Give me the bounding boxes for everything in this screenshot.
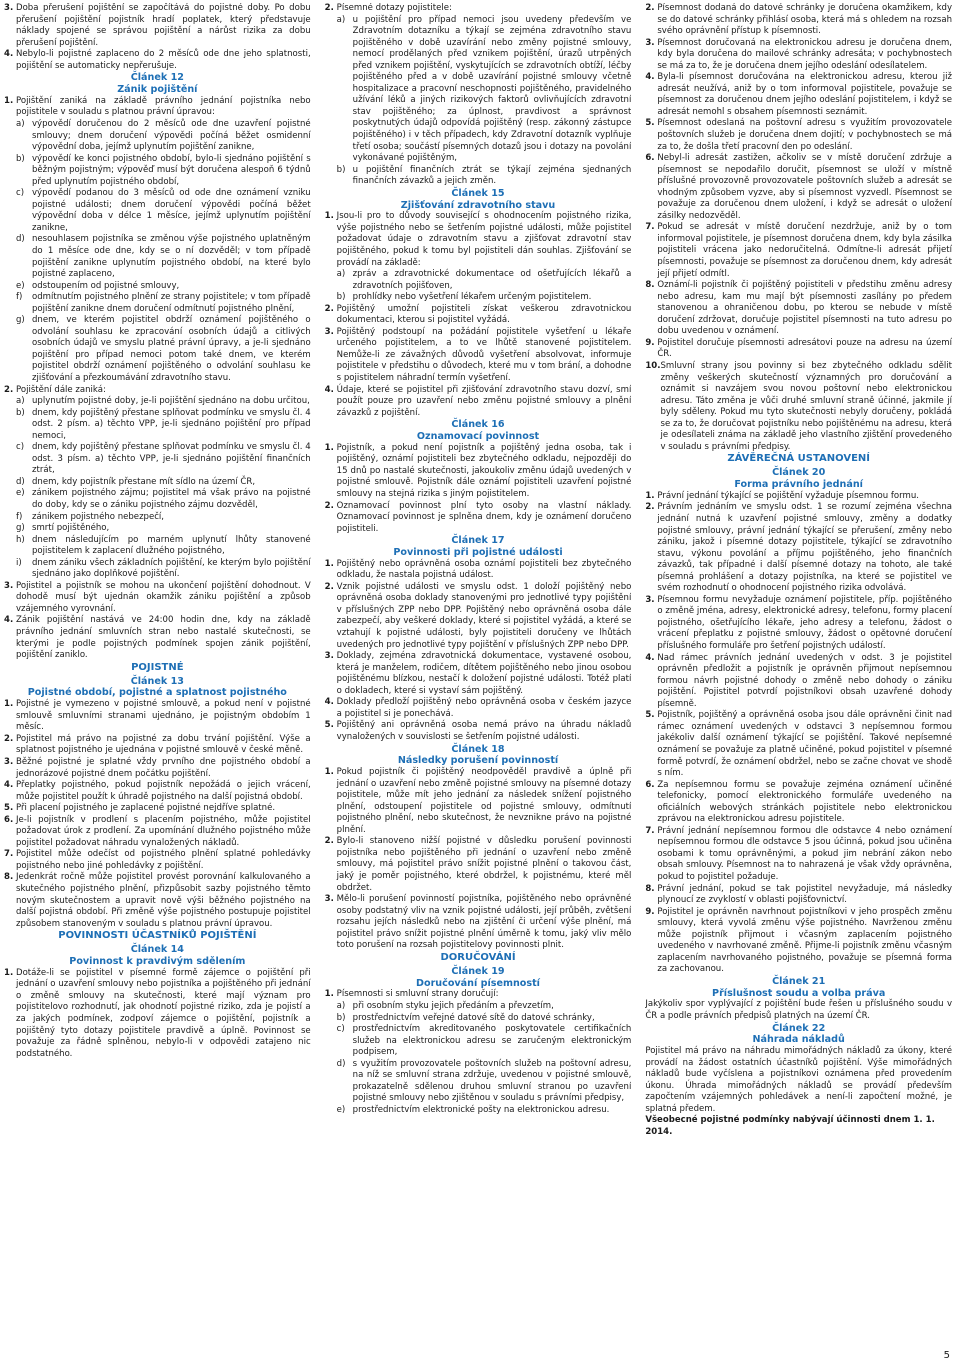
paragraph-text: Pojistitel a pojistník se mohou na ukončení pojištění dohodnout. V dohodě musí být ujednán okamžik zániku pojištění a způsob vzájemného vyrovnání. <box>16 580 311 614</box>
paragraph-number: 3. <box>4 757 14 767</box>
lettered-item <box>325 1001 632 1013</box>
numbered-paragraph <box>4 96 311 119</box>
paragraph-text: Údaje, které se pojistitel při zjišťování zdravotního stavu dozví, smí použít pouze pro uzavření nebo změnu pojistné smlouvy a plnění závazků z pojištění. <box>336 384 632 418</box>
numbered-paragraph <box>645 653 952 711</box>
item-letter: f) <box>16 292 23 303</box>
numbered-paragraph <box>325 501 632 536</box>
paragraph-text: Písemnost dodaná do datové schránky je doručena okamžikem, kdy se do datové schránky přihlásí osoba, která má s ohledem na rozsah svého oprávnění přístup k písemnosti. <box>657 3 953 37</box>
paragraph-number: 1. <box>324 767 334 778</box>
column-right <box>645 3 952 1343</box>
paragraph-text: Pojištění zaniká na základě právního jednání pojistníka nebo pojistitele v souladu s platnou právní úpravou: <box>16 95 311 118</box>
numbered-paragraph <box>645 38 952 73</box>
item-letter: f) <box>16 511 23 522</box>
numbered-paragraph <box>4 49 311 72</box>
lettered-item <box>4 119 311 154</box>
paragraph-text: Nebylo-li pojistné zaplaceno do 2 měsíců ode dne jeho splatnosti, pojištění se automaticky nepřerušuje. <box>16 49 311 71</box>
paragraph-number: 6. <box>645 779 655 790</box>
paragraph-number: 6. <box>4 814 14 825</box>
paragraph-text: Bylo-li stanoveno nižší pojistné v důsledku porušení povinnosti pojistníka nebo pojištěného při jednání o uzavření nebo změně smlouvy, má pojistitel právo snížit pojistné plnění o takovou část, jaký je poměr pojistného, které obdržel, k pojistnému, které měl obdržet. <box>336 836 632 893</box>
paragraph-text: Pojistitel je oprávněn navrhnout pojistníkovi v jeho prospěch změnu smlouvy, která vyvolá změnu výše pojistného. Navrženou změnu může pojistník přijmout i včasným zaplacením pojistného uvedeného v navrhované změně. Přijme-li pojistník změnu včasným zaplacením navrhovaného pojistného, považuje se písemná forma za zachovanou. <box>657 906 953 975</box>
numbered-paragraph <box>325 304 632 327</box>
article-number: Článek 22 <box>772 1022 826 1034</box>
item-letter: h) <box>16 534 25 545</box>
lettered-item <box>4 292 311 315</box>
article-heading <box>4 72 311 96</box>
article-number: Článek 15 <box>451 187 505 199</box>
section-heading: DORUČOVÁNÍ <box>440 951 516 963</box>
paragraph-number: 8. <box>4 872 14 883</box>
paragraph-number: 2. <box>324 3 334 13</box>
item-text: smrtí pojištěného, <box>32 523 110 534</box>
item-text: zpráv a zdravotnické dokumentace od ošetřujících lékařů a zdravotních pojišťoven, <box>352 269 632 291</box>
article-number: Článek 18 <box>451 743 505 755</box>
lettered-item <box>4 408 311 443</box>
effective-date-note: Všeobecné pojistné podmínky nabývají účinnosti dnem 1. 1. 2014. <box>645 1115 935 1137</box>
numbered-paragraph <box>4 815 311 850</box>
paragraph-number: 9. <box>645 337 655 348</box>
item-text: nesouhlasem pojistníka se změnou výše pojistného uplatněným do 1 měsíce ode dne, kdy se o ní dozvěděl; v tom případě pojištění zanikne uplynutím pojistného období, na které bylo pojistné zaplaceno, <box>32 234 311 280</box>
lettered-item <box>325 1105 632 1117</box>
paragraph-number: 4. <box>324 697 334 708</box>
article-title: Zjišťování zdravotního stavu <box>400 199 556 211</box>
lettered-item <box>325 1013 632 1025</box>
item-text: odstoupením od pojistné smlouvy, <box>32 280 180 291</box>
item-letter: g) <box>16 523 25 534</box>
lettered-item <box>325 292 632 304</box>
paragraph-text: Písemné dotazy pojistitele: <box>336 3 452 13</box>
numbered-paragraph <box>645 502 952 594</box>
lettered-item <box>325 1024 632 1059</box>
numbered-paragraph <box>645 595 952 653</box>
numbered-paragraph <box>645 222 952 280</box>
paragraph-text: Pojištěný umožní pojistiteli získat veškerou zdravotnickou dokumentaci, kterou si pojistitel vyžádá. <box>336 303 632 326</box>
numbered-paragraph <box>325 767 632 836</box>
numbered-paragraph <box>645 118 952 153</box>
lettered-item <box>4 535 311 558</box>
numbered-paragraph <box>645 710 952 779</box>
article-number: Článek 12 <box>130 72 184 84</box>
numbered-paragraph <box>325 443 632 501</box>
paragraph-text: Písemnost doručovaná na elektronickou adresu je doručena dnem, kdy byla doručena do mailové schránky adresáta; v pochybnostech se má za to, že je doručena dnem jejího odeslání odesílatelem. <box>657 37 953 71</box>
paragraph-number: 7. <box>645 825 655 836</box>
article-title: Následky porušení povinností <box>397 755 559 767</box>
paragraph-number: 4. <box>645 652 655 663</box>
numbered-paragraph <box>4 581 311 616</box>
lettered-item <box>4 154 311 189</box>
item-letter: b) <box>336 292 346 303</box>
numbered-paragraph <box>325 697 632 720</box>
item-letter: a) <box>16 396 25 407</box>
paragraph-text: Vznik pojistné události ve smyslu odst. 1 doloží pojištěný nebo oprávněná osoba doklady stanovenými pro jednotlivé typy pojištění v příslušných ZPP nebo DPP. Pojištěný nebo oprávněná osoba dále zabezpečí, aby veškeré doklady, které si pojistitel vyžádá, a které se vztahují k pojistné události, byly pojistiteli doručeny ve lhůtách uvedených pro jednotlivé typy pojištění v příslušných ZPP nebo DPP. <box>336 581 632 650</box>
paragraph-number: 1. <box>4 95 14 106</box>
numbered-paragraph <box>4 385 311 397</box>
paragraph-number: 3. <box>4 3 14 13</box>
item-text: prostřednictvím veřejné datové sítě do datové schránky, <box>352 1012 595 1023</box>
page-number: 5 <box>943 1350 950 1361</box>
article-title: Pojistné období, pojistné a splatnost pojistného <box>27 687 287 699</box>
paragraph-text: Pojistné je vymezeno v pojistné smlouvě, a pokud není v pojistné smlouvě smluvními stranami ujednáno, je pojistným obdobím 1 měsíc. <box>16 699 311 733</box>
numbered-paragraph <box>325 720 632 743</box>
numbered-paragraph <box>4 780 311 803</box>
item-letter: c) <box>16 188 25 199</box>
paragraph-text: Jedenkrát ročně může pojistitel provést porovnání kalkulovaného a skutečného pojistného plnění, přizpůsobit sazby pojistného těmto novým skutečnostem a upravit nově výši běžného pojistného na další pojistná období. Při změně výše pojistného postupuje pojistitel způsobem stanoveným v souladu s platnou právní úpravou. <box>16 872 311 929</box>
paragraph-number: 1. <box>324 558 334 569</box>
paragraph-number: 2. <box>324 581 334 592</box>
item-text: dnem následujícím po marném uplynutí lhůty stanovené pojistitelem k zaplacení dlužného pojistného, <box>32 534 311 557</box>
item-letter: a) <box>16 118 25 129</box>
paragraph-number: 1. <box>4 699 14 710</box>
lettered-item <box>4 442 311 477</box>
paragraph-number: 5. <box>645 710 655 721</box>
item-text: u pojištění pro případ nemoci jsou uvedeny především ve Zdravotním dotazníku a týkají se zejména zdravotního stavu pojištěného v době uzavírání nebo změny pojistné smlouvy, nemocí prodělaných před vznikem pojištění, úrazů utrpěných před vznikem pojištění, vyskytujících se zdravotních obtíží, léčby pojištěného před a v době uzavírání pojistné smlouvy včetně hospitalizace a pracovní neschopnosti pojištěného, pravidelného užívání léků a jiných rizikových faktorů ovlivňujících zdravotní stav pojištěného; za úplnost, pravdivost a správnost poskytnutých údajů odpovídá pojištěný (resp. zákonný zástupce pojištěného) i v těch případech, kdy Zdravotní dotazník vyplňuje třetí osoba; součástí písemných dotazů jsou i dotazy na povolání vykonávané pojištěným, <box>352 14 632 164</box>
numbered-paragraph <box>645 884 952 907</box>
item-letter: e) <box>16 280 25 291</box>
paragraph-number: 4. <box>4 615 14 626</box>
numbered-paragraph <box>325 327 632 385</box>
item-letter: a) <box>336 14 346 25</box>
paragraph-number: 3. <box>324 894 334 905</box>
article-title: Doručování písemností <box>416 977 540 989</box>
numbered-paragraph <box>325 836 632 894</box>
numbered-paragraph <box>325 211 632 269</box>
item-letter: d) <box>16 234 25 245</box>
article-title: Oznamovací povinnost <box>416 430 540 442</box>
numbered-paragraph <box>4 3 311 49</box>
paragraph-text: Písemnosti si smluvní strany doručují: <box>336 989 499 1000</box>
numbered-paragraph <box>325 894 632 952</box>
lettered-item <box>4 188 311 234</box>
item-text: výpovědí ke konci pojistného období, bylo-li sjednáno pojištění s běžným pojistným; výpověď musí být doručena alespoň 6 týdnů před uplynutím pojistného období, <box>32 153 311 187</box>
numbered-paragraph <box>4 699 311 734</box>
paragraph-text: Právním jednáním ve smyslu odst. 1 se rozumí zejména všechna jednání nutná k uzavření pojistné smlouvy, změny a dodatky pojistné smlouvy, právní jednání týkající se přerušení, změny nebo zániku, jakož i písemné dotazy pojistitele, týkající se zdravotního stavu, výkonu povolání a příjmu pojištěného, jeho finančních závazků, tak případné i další písemné dotazy na tohoto, ale také písemná prohlášení a dotazy pojistníka, na které se pojistitel ve svém rozhodnutí o ohodnocení pojistného rizika odvolává. <box>657 502 953 594</box>
item-letter: e) <box>336 1104 346 1115</box>
paragraph-number: 3. <box>645 594 655 605</box>
lettered-item <box>325 15 632 165</box>
article-number: Článek 13 <box>130 675 184 687</box>
item-text: zánikem pojistného zájmu; pojistitel má však právo na pojistné do doby, kdy se o zániku pojistného zájmu dozvěděl, <box>32 488 311 511</box>
article-heading <box>645 976 952 1000</box>
paragraph-text: Přeplatky pojistného, pokud pojistník nepožádá o jejich vrácení, může pojistitel použít k úhradě pojistného na další pojistná období. <box>16 780 311 802</box>
paragraph-text: Za nepísemnou formu se považuje zejména oznámení učiněné telefonicky, pomocí elektronického formuláře uvedeného na oficiálních webových stránkách pojistitele nebo elektronickou zprávou na elektronickou adresu pojistitele. <box>657 779 953 825</box>
text-columns <box>4 3 952 1343</box>
paragraph-text: Pojistník, a pokud není pojistník a pojištěný jedna osoba, tak i pojištěný, oznámí pojistiteli bez zbytečného odkladu, nejpozději do 15 dnů po nastalé skutečnosti, jakoukoliv změnu údajů uvedených v pojistné smlouvě. Pojistník dále oznámí pojistiteli uzavření pojistné smlouvy na stejná rizika s jiným pojistitelem. <box>336 442 632 499</box>
paragraph-number: 5. <box>645 118 655 129</box>
paragraph-number: 3. <box>324 326 334 337</box>
paragraph-number: 5. <box>324 720 334 731</box>
paragraph-number: 3. <box>645 37 655 48</box>
article-heading <box>645 467 952 491</box>
numbered-paragraph <box>645 338 952 361</box>
article-title: Forma právního jednání <box>734 479 863 491</box>
paragraph-number: 1. <box>324 989 334 1000</box>
item-text: dnem, kdy pojištěný přestane splňovat podmínku ve smyslu čl. 4 odst. 2 písm. a) těchto VPP, je-li sjednáno pojištění pro případ nemoci, <box>32 407 311 441</box>
paragraph-text: Oznamovací povinnost plní tyto osoby na vlastní náklady. Oznamovací povinnost je splněna dnem, kdy je oznámení doručeno pojistiteli. <box>336 500 632 534</box>
paragraph-text: Písemnou formu nevyžaduje oznámení pojistitele, příp. pojištěného o změně jména, adresy, elektronické adresy, telefonu, formy placení pojistného, ošetřujícího lékaře, jeho adresy a telefonu, žádost o vrácení přeplatku z pojistné smlouvy, žádost o opětovné doručení příslušného formuláře pro šetření pojistných událostí. <box>657 594 953 652</box>
paragraph-text: Pojištěný ani oprávněná osoba nemá právo na úhradu nákladů vynaložených v souvislosti se šetřením pojistné události. <box>336 720 632 742</box>
section-heading: ZÁVĚREČNÁ USTANOVENÍ <box>727 453 871 465</box>
paragraph-number: 1. <box>324 442 334 453</box>
item-text: dnem, kdy pojistník přestane mít sídlo na území ČR, <box>32 476 256 487</box>
numbered-paragraph <box>325 651 632 697</box>
article-title: Povinnost k pravdivým sdělením <box>69 956 246 967</box>
paragraph-text: Byla-li písemnost doručována na elektronickou adresu, kterou již adresát neužívá, aniž by o tom informoval pojistitele, považuje se písemnost za doručenou dnem jejího odeslání pojistitelem, i když se adresát nemohl s obsahem písemnosti seznámit. <box>657 72 953 117</box>
numbered-paragraph <box>645 72 952 118</box>
paragraph-text: Dotáže-li se pojistitel v písemné formě zájemce o pojištění při jednání o uzavření smlouvy nebo pojistníka a pojištěného při jednání o změně smlouvy na skutečnosti, které mají význam pro pojistitelovo rozhodnutí, jak ohodnotí pojistné riziko, zda je pojistí a za jakých podmínek, zodpoví zájemce o pojištění, pojistník a pojištěný tyto dotazy pojistitele pravdivě a úplně. Povinnost se považuje za řádně splněnou, nebylo-li v odpovědi zatajeno nic podstatného. <box>16 967 311 1059</box>
section-heading: POJISTNÉ <box>131 661 184 673</box>
paragraph-number: 8. <box>645 883 655 894</box>
item-text: uplynutím pojistné doby, je-li pojištění sjednáno na dobu určitou, <box>32 396 310 407</box>
lettered-item <box>4 396 311 408</box>
article-number: Článek 17 <box>451 535 505 547</box>
item-letter: d) <box>336 1058 346 1069</box>
paragraph-text: Smluvní strany jsou povinny si bez zbytečného odkladu sdělit změny veškerých skutečností významných pro doručování a oznámit si navzájem svou novou poštovní nebo elektronickou adresu. Táto změna je vůči druhé smluvní straně účinné, jakmile jí byly sděleny. Pokud mu tyto skutečnosti nebyly doručeny, pokládá se za to, že doručovat pojistníku nebo pojištěnému na adresu, která je odesílateli známa na základě jeho vlastního zjištění provedeného v souladu s právními předpisy. <box>660 360 953 452</box>
lettered-item <box>4 315 311 384</box>
lettered-item <box>4 281 311 293</box>
numbered-paragraph <box>4 968 311 1060</box>
paragraph-text: Pojištěný podstoupí na požádání pojistitele vyšetření u lékaře určeného pojistitelem, a to ve lhůtě stanovené pojistitelem. Nemůže-li ze závažných důvodů vyšetření absolvovat, informuje pojistitele v předstihu o důvodech, které mu v tom brání, a dohodne s pojistitelem náhradní termín vyšetření. <box>336 326 632 383</box>
paragraph-number: 1. <box>4 967 14 978</box>
item-letter: a) <box>336 269 346 280</box>
paragraph-number: 7. <box>4 849 14 860</box>
lettered-item <box>4 234 311 280</box>
paragraph-text: Doba přerušení pojištění se započítává do pojistné doby. Po dobu přerušení pojištění pojistník hradí poplatek, který představuje náklady spojené se správou pojištění a nárůst rizika za dobu přerušení pojištění. <box>16 3 311 48</box>
article-heading <box>325 966 632 990</box>
paragraph-text: Jakýkoliv spor vyplývající z pojištění bude řešen u příslušného soudu v ČR a podle právních předpisů platných na území ČR. <box>645 999 953 1022</box>
item-letter: c) <box>336 1024 345 1035</box>
item-text: výpovědí doručenou do 2 měsíců ode dne uzavření pojistné smlouvy; dnem doručení výpovědi počíná běžet osmidenní výpovědní doba, jejímž uplynutím pojištění zanikne, <box>32 118 311 153</box>
paragraph-text: Pokud pojistník či pojištěný neodpověděl pravdivě a úplně při jednání o uzavření nebo změně pojistné smlouvy na písemné dotazy pojistitele, může mít jeho jednání za následek snížení pojistného plnění, odstoupení pojistitele od pojistné smlouvy, odmítnutí pojistného plnění, nebo skutečnost, že nevznikne právo na pojistné plnění. <box>336 767 632 835</box>
item-letter: b) <box>16 153 25 164</box>
paragraph-text: Je-li pojistník v prodlení s placením pojistného, může pojistitel požadovat úrok z prodlení. Za upomínání dlužného pojistného může pojistitel požadovat náhradu vynaložených nákladů. <box>16 814 311 848</box>
paragraph-number: 2. <box>324 500 334 511</box>
item-letter: i) <box>16 557 22 568</box>
lettered-item <box>4 558 311 581</box>
paragraph-text: Pokud se adresát v místě doručení nezdržuje, aniž by o tom informoval pojistitele, je písemnost doručena dnem, kdy byla zásilka pojistiteli vrácena jako nedoručitelná. Odmítne-li adresát přijetí písemnosti, považuje se písemnost za doručenou dnem, kdy adresát její přijetí odmítl. <box>657 222 953 279</box>
article-heading <box>325 419 632 443</box>
paragraph-text: Pojistitel má právo na pojistné za dobu trvání pojištění. Výše a splatnost pojistného je ujednána v pojistné smlouvě v české měně. <box>16 733 311 756</box>
paragraph-number: 2. <box>4 733 14 744</box>
numbered-paragraph <box>4 849 311 872</box>
lettered-item <box>4 488 311 511</box>
article-title: Zánik pojištění <box>117 84 198 96</box>
paragraph-number: 5. <box>4 803 14 814</box>
paragraph-text: Právní jednání nepísemnou formou dle odstavce 4 nebo oznámení nepísemnou formou dle odstavce 5 jsou účinná, pokud jsou učiněna osobami k tomu oprávněnými, a pokud jim nebrání zákon nebo obsah smlouvy. Písemnost na to nahrazená je však vždy oprávněna, pokud to pojistitel požaduje. <box>657 825 953 882</box>
paragraph-number: 2. <box>645 502 655 513</box>
item-text: odmítnutím pojistného plnění ze strany pojistitele; v tom případě pojištění zanikne dnem doručení odmítnutí pojistného plnění, <box>32 292 311 314</box>
paragraph-text: Nebyl-li adresát zastižen, ačkoliv se v místě doručení zdržuje a písemnost se nepodařilo doručit, písemnost se uloží v místně příslušné provozovně provozovatele poštovních služeb a adresát se vhodným způsobem vyzve, aby si písemnost vyzvedl. Písemnost se považuje za doručenou dnem uložení, i když se adresát o uložení zásilky nedozvěděl. <box>657 153 953 221</box>
article-number: Článek 21 <box>772 975 826 987</box>
numbered-paragraph <box>645 280 952 338</box>
article-heading <box>4 676 311 700</box>
column-left <box>4 3 311 1343</box>
column-middle <box>325 3 632 1343</box>
numbered-paragraph <box>325 989 632 1001</box>
paragraph-number: 9. <box>645 906 655 917</box>
item-text: výpovědí podanou do 3 měsíců od ode dne oznámení vzniku pojistné události; dnem doručení výpovědi počíná běžet výpovědní doba v délce 1 měsíce, jejímž uplynutím pojištění zanikne, <box>32 188 311 233</box>
paragraph-number: 4. <box>645 72 655 83</box>
paragraph-text: Pojistitel doručuje písemnosti adresátovi pouze na adresu na území ČR. <box>657 337 953 360</box>
numbered-paragraph <box>4 734 311 757</box>
item-letter: d) <box>16 476 25 487</box>
item-text: dnem, kdy pojištěný přestane splňovat podmínku ve smyslu čl. 4 odst. 3 písm. a) těchto VPP, je-li sjednáno pojištění finančních ztrát, <box>32 442 311 476</box>
paragraph-text: Při placení pojistného je zaplacené pojistné nejdříve splatné. <box>16 803 276 814</box>
item-text: s využitím provozovatele poštovních služeb na poštovní adresu, na níž se smluvní strana zdržuje, uvedenou v pojistné smlouvě, prokazatelně sdělenou druhou smluvní stranou po uzavření pojistné smlouvy nebo zjištěnou v souladu s právními předpisy, <box>352 1058 632 1104</box>
paragraph-text: Pojištěný nebo oprávněná osoba oznámí pojistiteli bez zbytečného odkladu, že nastala pojistná událost. <box>336 558 632 581</box>
item-letter: c) <box>16 442 25 453</box>
item-letter: b) <box>16 407 25 418</box>
lettered-item <box>4 523 311 535</box>
paragraph-number: 1. <box>645 490 655 501</box>
article-title: Příslušnost soudu a volba práva <box>712 987 886 999</box>
article-number: Článek 16 <box>451 419 505 431</box>
article-title: Povinnosti při pojistné události <box>393 546 563 558</box>
numbered-paragraph <box>4 803 311 815</box>
item-text: u pojištění finančních ztrát se týkají zejména sjednaných finančních závazků a jejich změn. <box>352 164 632 187</box>
numbered-paragraph <box>645 826 952 884</box>
paragraph-text: Doklady předloží pojištěný nebo oprávněná osoba v českém jazyce a pojistitel si je ponechává. <box>336 697 632 719</box>
item-text: prohlídky nebo vyšetření lékařem určeným pojistitelem. <box>352 292 592 303</box>
paragraph-text: Běžné pojistné je splatné vždy prvního dne pojistného období a jednorázové pojistné dnem počátku pojištění. <box>16 757 311 779</box>
paragraph-text: Právní jednání týkající se pojištění vyžaduje písemnou formu. <box>657 490 919 501</box>
paragraph-number: 8. <box>645 280 655 291</box>
numbered-paragraph <box>325 559 632 582</box>
article-heading <box>4 944 311 968</box>
numbered-paragraph <box>4 872 311 930</box>
item-letter: e) <box>16 488 25 499</box>
paragraph-number: 7. <box>645 222 655 233</box>
numbered-paragraph <box>645 780 952 826</box>
paragraph-text: Oznámí-li pojistník či pojištěný pojistiteli v předstihu změnu adresy nebo adresu, kam mu mají být písemnosti zasílány po předem stanovenou a ohraničenou dobu, po kterou se nebude v místě doručení zdržovat, doručuje pojistitel písemnosti na tuto adresu po dobu uvedenou v oznámení. <box>657 280 953 337</box>
paragraph-text: Doklady, zejména zdravotnická dokumentace, vystavené osobou, která je manželem, rodičem, dítětem pojištěného nebo jinou osobou pojištěnému blízkou, nestačí k doložení pojistné události. Totéž platí o dokladech, které si vystaví sám pojištěný. <box>336 651 632 696</box>
paragraph-text: Pojistitel může odečíst od pojistného plnění splatné pohledávky pojistného nebo jiné pohledávky z pojištění. <box>16 849 311 871</box>
item-text: dnem zániku všech základních pojištění, ke kterým bylo pojištění sjednáno jako doplňkové pojištění. <box>32 557 311 580</box>
paragraph-text: Pojistitel má právo na náhradu mimořádných nákladů za úkony, které provádí na žádost ostatních účastníků pojištění. Výše mimořádných nákladů bude vyčíslena a pojistníkovi oznámena před provedením úkonu. Úhrada mimořádných nákladů se provádí především započtením vzájemných pohledávek a není-li započtení možné, je splatná předem. <box>645 1046 953 1114</box>
paragraph-number: 2. <box>645 3 655 13</box>
article-heading <box>645 1023 952 1047</box>
paragraph-number: 10. <box>645 360 661 371</box>
article-number: Článek 19 <box>451 965 505 977</box>
paragraph-number: 2. <box>324 836 334 847</box>
item-text: prostřednictvím elektronické pošty na elektronickou adresu. <box>352 1104 610 1115</box>
paragraph-text: Písemnost odeslaná na poštovní adresu s využitím provozovatele poštovních služeb je doručena dnem dojití; v pochybnostech se má za to, že došla třetí pracovní den po odeslání. <box>657 118 953 152</box>
numbered-paragraph <box>4 615 311 661</box>
numbered-paragraph <box>645 907 952 976</box>
paragraph-number: 2. <box>324 303 334 314</box>
paragraph-number: 4. <box>4 780 14 791</box>
numbered-paragraph <box>325 3 632 15</box>
item-letter: a) <box>336 1000 346 1011</box>
item-text: prostřednictvím akreditovaného poskytovatele certifikačních služeb na elektronickou adresu se zaručeným elektronickým podpisem, <box>352 1024 632 1058</box>
item-text: při osobním styku jejich předáním a převzetím, <box>352 1000 554 1011</box>
paragraph-text: Jsou-li pro to důvody související s ohodnocením pojistného rizika, výše pojistného nebo se šetřením pojistné události, může pojistitel požadovat údaje o zdravotním stavu a zjišťovat zdravotní stav pojištěného, pokud k tomu byl pojistiteli dán souhlas. Zjišťování se provádí na základě: <box>336 211 632 268</box>
paragraph-number: 3. <box>4 580 14 591</box>
paragraph-text: Nad rámec právních jednání uvedených v odst. 3 je pojistitel oprávněn předložit a pojistník je oprávněn přijmout nepísemnou formou návrh pojistné dohody o změně nebo dohody o zániku pojištění. Pojistitel potvrdí pojistníkovi obsah uzavřené dohody písemně. <box>657 652 953 709</box>
item-letter: b) <box>336 1012 346 1023</box>
item-text: dnem, ve kterém pojistitel obdrží oznámení pojištěného o odvolání souhlasu ke zpracování osobních údajů a citlivých osobních údajů ve smyslu platné právní úpravy, a je-li sjednáno pojištění pro případ nemoci potom také dnem, ve kterém pojistitel obdrží oznámení pojištěného o odvolání souhlasu ke zjišťování a přezkoumávání zdravotního stavu. <box>32 315 311 383</box>
paragraph-number: 1. <box>324 211 334 222</box>
paragraph-text: Zánik pojištění nastává ve 24:00 hodin dne, kdy na základě právního jednání smluvních stran nebo nastalé skutečnosti, se kterými je podle pojistných podmínek spojen zánik pojištění, pojištění zaniklo. <box>16 615 311 661</box>
item-letter: b) <box>336 164 346 175</box>
article-heading <box>325 188 632 212</box>
paragraph-text: Právní jednání, pokud se tak pojistitel nevyžaduje, má následky plynoucí ze zvyklostí v oblasti pojišťovnictví. <box>657 883 953 906</box>
section-heading: POVINNOSTI ÚČASTNÍKŮ POJIŠTĚNÍ <box>58 930 257 942</box>
lettered-item <box>4 512 311 524</box>
article-heading <box>325 535 632 559</box>
numbered-paragraph <box>645 3 952 38</box>
numbered-paragraph <box>645 361 952 453</box>
numbered-paragraph <box>645 491 952 503</box>
paragraph-text: Mělo-li porušení povinností pojistníka, pojištěného nebo oprávněné osoby podstatný vliv na vznik pojistné události, její průběh, zvětšení rozsahu jejích následků nebo na zjištění či určení výše plnění, má pojistitel právo snížit pojistné plnění úměrně k tomu, jaký vliv mělo toto porušení na rozsah pojistitelovy povinnosti plnit. <box>336 894 632 951</box>
paragraph-number: 6. <box>645 153 655 164</box>
lettered-item <box>325 165 632 188</box>
lettered-item <box>4 477 311 489</box>
item-letter: g) <box>16 315 25 326</box>
item-text: zánikem pojistného nebezpečí, <box>32 511 165 522</box>
numbered-paragraph <box>645 153 952 222</box>
lettered-item <box>325 1059 632 1105</box>
paragraph-number: 3. <box>324 651 334 662</box>
paragraph-number: 4. <box>324 384 334 395</box>
lettered-item <box>325 269 632 292</box>
numbered-paragraph <box>4 757 311 780</box>
numbered-paragraph <box>325 385 632 420</box>
article-number: Článek 14 <box>130 944 184 956</box>
numbered-paragraph <box>325 582 632 651</box>
paragraph-number: 2. <box>4 384 14 395</box>
article-heading <box>325 744 632 768</box>
article-title: Náhrada nákladů <box>752 1034 845 1046</box>
paragraph-number: 4. <box>4 49 14 60</box>
paragraph-text: Pojistník, pojištěný a oprávněná osoba jsou dále oprávněni činit nad rámec oznámení uvedených v odstavci 3 nepísemnou formou jakékoliv další oznámení týkající se pojištění. Takové nepísemné oznámení se považuje za platně učiněné, pokud pojistitel v písemné formě potvrdí, že oznámení obdržel, nebo se začne chovat ve shodě s ním. <box>657 710 953 779</box>
paragraph-text: Pojištění dále zaniká: <box>16 384 106 395</box>
article-number: Článek 20 <box>772 467 826 479</box>
